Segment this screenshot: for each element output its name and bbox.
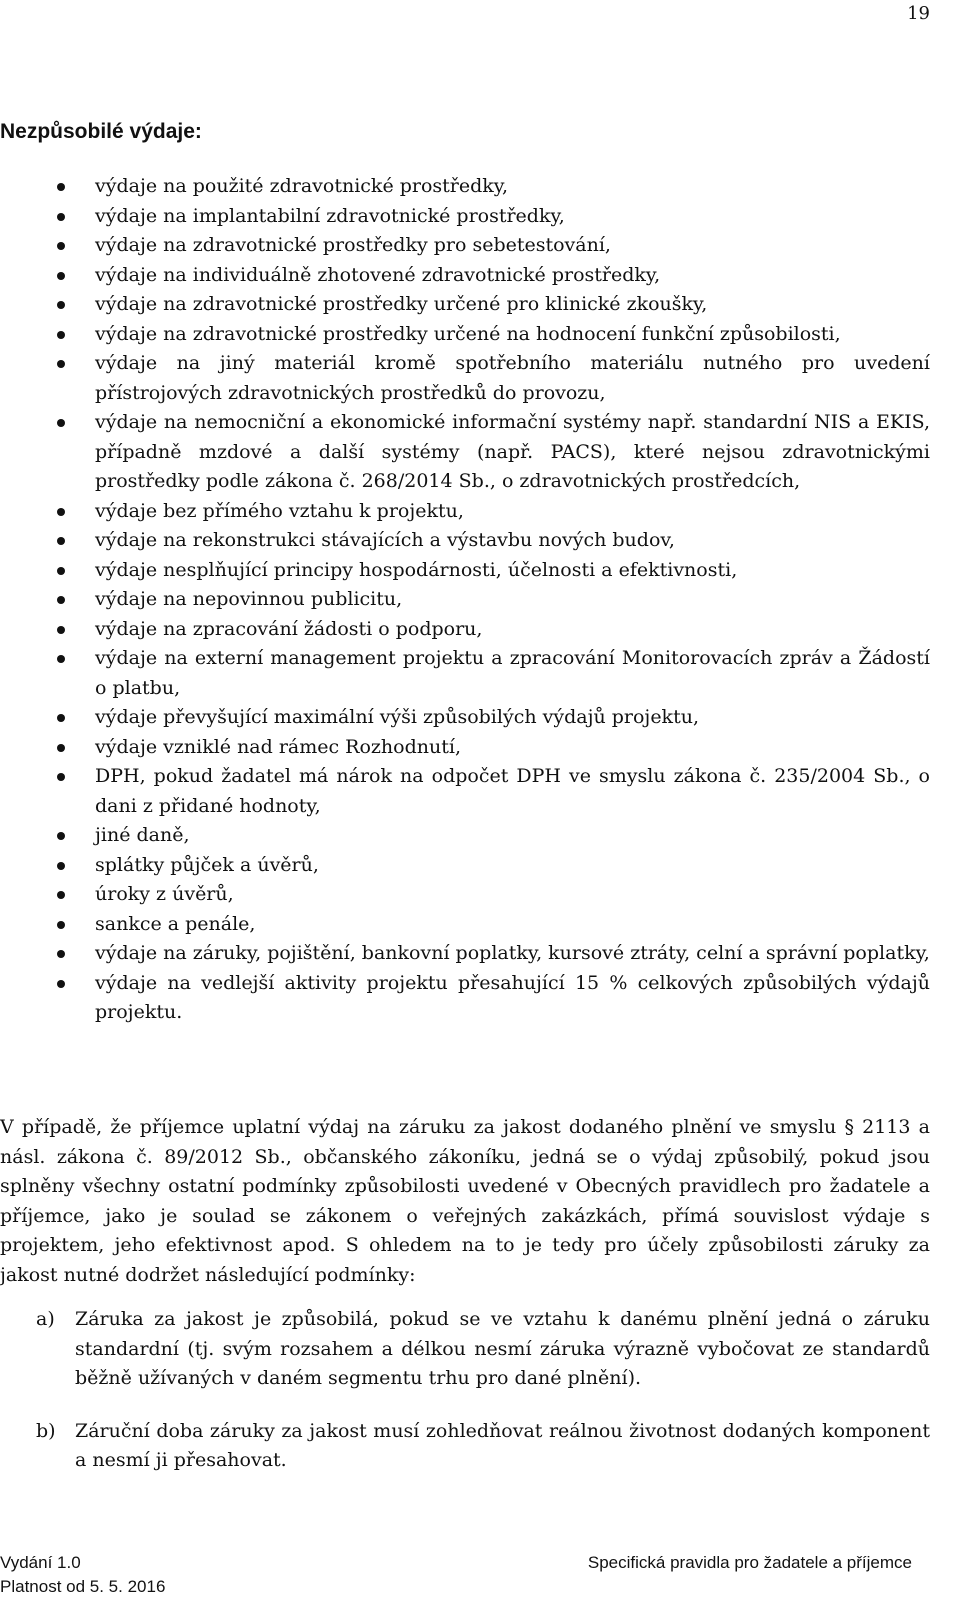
bullet-icon [57, 832, 65, 840]
list-item [0, 408, 930, 497]
list-item [0, 172, 930, 202]
bullet-icon [57, 980, 65, 988]
bullet-icon [57, 655, 65, 663]
list-item [0, 615, 930, 645]
footer-valid-from: Platnost od 5. 5. 2016 [0, 1577, 166, 1596]
list-item-text: výdaje na zdravotnické prostředky určené pro klinické zkoušky, [95, 293, 708, 315]
bullet-icon [57, 242, 65, 250]
bullet-icon [57, 183, 65, 191]
list-item [0, 231, 930, 261]
bullet-icon [57, 360, 65, 368]
condition-marker: a) [36, 1308, 55, 1330]
list-item-text: splátky půjček a úvěrů, [95, 853, 319, 876]
condition-text: Záruka za jakost je způsobilá, pokud se ve vztahu k danému plnění jedná o záruku standardní (tj. svým rozsahem a délkou nesmí záruka výrazně vybočovat ze standardů běžně užívaných v daném segmentu trhu pro dané plnění). [75, 1308, 930, 1389]
list-item [0, 526, 930, 556]
page-number: 19 [907, 3, 930, 24]
list-item-text: výdaje na záruky, pojištění, bankovní poplatky, kursové ztráty, celní a správní poplatky, [95, 942, 930, 964]
list-item [0, 939, 930, 969]
list-item [0, 762, 930, 821]
conditions-list [0, 1305, 930, 1499]
warranty-paragraph: V případě, že příjemce uplatní výdaj na záruku za jakost dodaného plnění ve smyslu § 2113 a násl. zákona č. 89/2012 Sb., občanského zákoníku, jedná se o výdaj způsobilý, pokud jsou splněny všechny ostatní podmínky způsobilosti uvedené v Obecných pravidlech pro žadatele a příjemce, jako je soulad se zákonem o veřejných zakázkách, přímá souvislost výdaje s projektem, jeho efektivnost apod. S ohledem na to je tedy pro účely způsobilosti záruky za jakost nutné dodržet následující podmínky: [0, 1116, 930, 1286]
bullet-icon [57, 331, 65, 339]
list-item-text: výdaje na zdravotnické prostředky určené na hodnocení funkční způsobilosti, [95, 322, 841, 345]
list-item-text: výdaje na jiný materiál kromě spotřebního materiálu nutného pro uvedení přístrojových zdravotnických prostředků do provozu, [95, 352, 930, 404]
bullet-icon [57, 508, 65, 516]
list-item [0, 733, 930, 763]
list-item-text: sankce a penále, [95, 912, 256, 935]
list-item [0, 585, 930, 615]
list-item [0, 851, 930, 881]
list-item-text: DPH, pokud žadatel má nárok na odpočet DPH ve smyslu zákona č. 235/2004 Sb., o dani z přidané hodnoty, [95, 765, 930, 817]
list-item [0, 703, 930, 733]
bullet-icon [57, 596, 65, 604]
bullet-icon [57, 272, 65, 280]
list-item [0, 969, 930, 1028]
bullet-icon [57, 301, 65, 309]
condition-marker: b) [36, 1419, 56, 1442]
footer-left [0, 1551, 165, 1599]
list-item-text: výdaje převyšující maximální výši způsobilých výdajů projektu, [95, 706, 699, 728]
list-item [0, 290, 930, 320]
bullet-icon [57, 950, 65, 958]
bullet-icon [57, 862, 65, 870]
bullet-icon [57, 567, 65, 575]
list-item [0, 261, 930, 291]
footer-edition: Vydání 1.0 [0, 1553, 81, 1572]
list-item-text: výdaje vzniklé nad rámec Rozhodnutí, [95, 735, 462, 758]
ineligible-expenses-list [0, 172, 930, 1028]
bullet-icon [57, 714, 65, 722]
list-item [0, 320, 930, 350]
list-item-text: výdaje bez přímého vztahu k projektu, [95, 499, 464, 522]
list-item-text: výdaje na nepovinnou publicitu, [95, 588, 403, 610]
bullet-icon [57, 626, 65, 634]
bullet-icon [57, 419, 65, 427]
list-item-text: výdaje na implantabilní zdravotnické prostředky, [95, 204, 565, 227]
list-item-text: výdaje nesplňující principy hospodárnosti, účelnosti a efektivnosti, [95, 558, 738, 581]
list-item-text: výdaje na zdravotnické prostředky pro sebetestování, [95, 234, 611, 256]
section-heading: Nezpůsobilé výdaje: [0, 120, 202, 143]
condition-item [0, 1417, 930, 1476]
bullet-icon [57, 537, 65, 545]
list-item [0, 349, 930, 408]
list-item-text: výdaje na použité zdravotnické prostředky, [95, 175, 509, 197]
condition-text: Záruční doba záruky za jakost musí zohledňovat reálnou životnost dodaných komponent a nesmí ji přesahovat. [75, 1419, 930, 1471]
list-item [0, 202, 930, 232]
list-item [0, 880, 930, 910]
list-item-text: výdaje na externí management projektu a zpracování Monitorovacích zpráv a Žádostí o platbu, [95, 647, 930, 699]
bullet-icon [57, 921, 65, 929]
list-item [0, 910, 930, 940]
list-item [0, 556, 930, 586]
list-item-text: výdaje na vedlejší aktivity projektu přesahující 15 % celkových způsobilých výdajů projektu. [95, 971, 930, 1023]
list-item [0, 497, 930, 527]
list-item [0, 821, 930, 851]
list-item [0, 644, 930, 703]
list-item-text: jiné daně, [95, 824, 190, 846]
footer-document-title: Specifická pravidla pro žadatele a příjemce [587, 1553, 912, 1572]
bullet-icon [57, 773, 65, 781]
list-item-text: výdaje na zpracování žádosti o podporu, [95, 617, 483, 640]
condition-item [0, 1305, 930, 1394]
list-item-text: výdaje na individuálně zhotovené zdravotnické prostředky, [95, 263, 661, 286]
bullet-icon [57, 744, 65, 752]
list-item-text: výdaje na rekonstrukci stávajících a výstavbu nových budov, [95, 529, 675, 551]
list-item-text: výdaje na nemocniční a ekonomické informační systémy např. standardní NIS a EKIS, případně mzdové a další systémy (např. PACS), které nejsou zdravotnickými prostředky podle zákona č. 268/2014 Sb., o zdravotnických prostředcích, [95, 411, 930, 492]
bullet-icon [57, 891, 65, 899]
list-item-text: úroky z úvěrů, [95, 883, 234, 905]
bullet-icon [57, 213, 65, 221]
